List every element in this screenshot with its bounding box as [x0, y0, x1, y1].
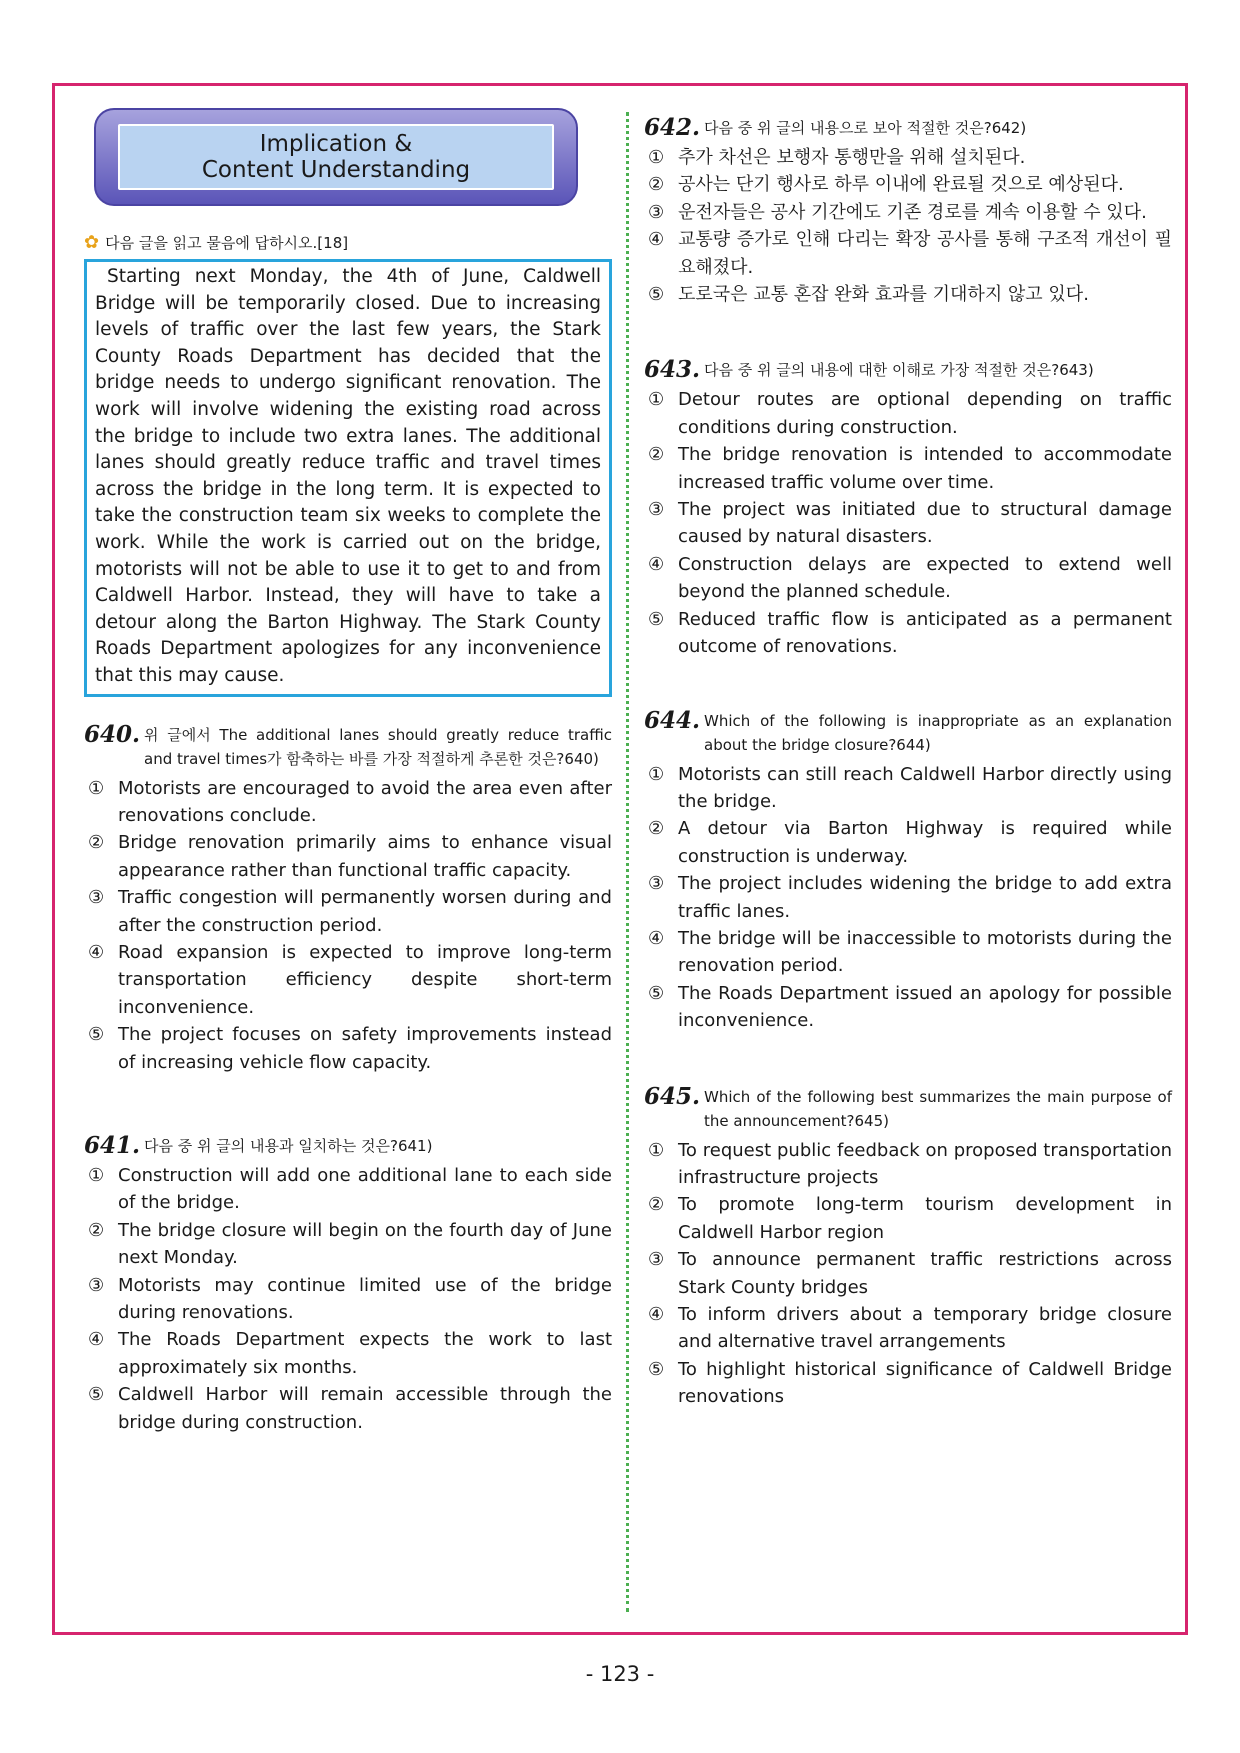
section-title-badge	[94, 108, 578, 206]
question-stem: 다음 중 위 글의 내용으로 보아 적절한 것은?642)	[704, 119, 1027, 137]
question-number: 640.	[84, 720, 141, 748]
option-1[interactable]: ① Construction will add one additional lane to each side of the bridge.	[88, 1164, 612, 1214]
option-4[interactable]: ④ To inform drivers about a temporary bridge closure and alternative travel arrangements	[648, 1304, 1172, 1353]
question-643	[644, 358, 1172, 660]
option-2[interactable]: ② Bridge renovation primarily aims to enhance visual appearance rather than functional traffic capacity.	[88, 832, 612, 881]
section-title-line2: Content Understanding	[201, 157, 471, 183]
reading-passage: Starting next Monday, the 4th of June, Caldwell Bridge will be temporarily closed. Due to increasing levels of traffic over the last few years, the Stark County Roads Department has decided that the bridge needs to undergo significant renovation. The work will involve widening the existing road across the bridge to include two extra lanes. The additional lanes should greatly reduce traffic and travel times across the bridge in the long term. It is expected to take the construction team six weeks to complete the work. While the work is carried out on the bridge, motorists will not be able to use it to get to and from Caldwell Harbor. Instead, they will have to take a detour along the Barton Highway. The Stark County Roads Department apologizes for any inconvenience that this may cause.	[84, 259, 612, 697]
option-5[interactable]: ⑤ The project focuses on safety improvements instead of increasing vehicle flow capacity.	[88, 1024, 612, 1073]
option-4[interactable]: ④ The bridge will be inaccessible to motorists during the renovation period.	[648, 927, 1172, 977]
section-title-line1: Implication &	[259, 131, 413, 157]
option-4[interactable]: ④ The Roads Department expects the work to last approximately six months.	[88, 1329, 612, 1378]
option-3[interactable]: ③ The project includes widening the bridge to add extra traffic lanes.	[648, 873, 1172, 922]
question-stem: 위 글에서 The additional lanes should greatly reduce traffic and travel times가 함축하는 바를 가장 적절하게 추론한 것은?640)	[144, 725, 612, 768]
option-4[interactable]: ④ 교통량 증가로 인해 다리는 확장 공사를 통해 구조적 개선이 필요해졌다.	[648, 229, 1172, 278]
question-640	[84, 720, 612, 1076]
page-number: - 123 -	[585, 1662, 655, 1686]
question-number: 641.	[84, 1131, 141, 1159]
option-2[interactable]: ② 공사는 단기 행사로 하루 이내에 완료될 것으로 예상된다.	[648, 174, 1124, 196]
option-2[interactable]: ② A detour via Barton Highway is required while construction is underway.	[648, 818, 1172, 867]
option-2[interactable]: ② The bridge renovation is intended to accommodate increased traffic volume over time.	[648, 444, 1172, 493]
option-2[interactable]: ② The bridge closure will begin on the fourth day of June next Monday.	[88, 1219, 612, 1269]
option-1[interactable]: ① To request public feedback on proposed transportation infrastructure projects	[648, 1139, 1172, 1188]
question-number: 642.	[644, 114, 701, 141]
left-column	[84, 108, 612, 1436]
flower-icon: ✿	[84, 232, 100, 253]
question-stem: 다음 중 위 글의 내용에 대한 이해로 가장 적절한 것은?643)	[704, 361, 1094, 380]
option-5[interactable]: ⑤ Caldwell Harbor will remain accessible through the bridge during construction.	[88, 1384, 612, 1433]
option-1[interactable]: ① Motorists are encouraged to avoid the area even after renovations conclude.	[88, 777, 612, 826]
option-3[interactable]: ③ Motorists may continue limited use of the bridge during renovations.	[88, 1274, 612, 1323]
option-1[interactable]: ① Detour routes are optional depending on traffic conditions during construction.	[648, 389, 1172, 438]
option-4[interactable]: ④ Construction delays are expected to extend well beyond the planned schedule.	[648, 553, 1172, 603]
option-5[interactable]: ⑤ The Roads Department issued an apology for possible inconvenience.	[648, 982, 1172, 1032]
option-3[interactable]: ③ To announce permanent traffic restrictions across Stark County bridges	[648, 1249, 1172, 1298]
question-number: 644.	[644, 706, 701, 734]
question-number: 643.	[644, 356, 701, 384]
question-645	[644, 1082, 1172, 1411]
question-stem: 다음 중 위 글의 내용과 일치하는 것은?641)	[144, 1136, 433, 1155]
option-1[interactable]: ① 추가 차선은 보행자 통행만을 위해 설치된다.	[648, 147, 1026, 168]
question-641	[84, 1131, 612, 1436]
option-5[interactable]: ⑤ 도로국은 교통 혼잡 완화 효과를 기대하지 않고 있다.	[648, 284, 1089, 306]
question-stem: Which of the following is inappropriate as an explanation about the bridge closure?644)	[704, 711, 1172, 754]
option-5[interactable]: ⑤ Reduced traffic flow is anticipated as a permanent outcome of renovations.	[648, 608, 1172, 658]
option-2[interactable]: ② To promote long-term tourism development in Caldwell Harbor region	[648, 1194, 1172, 1243]
instruction	[84, 232, 612, 253]
question-644	[644, 706, 1172, 1035]
right-column	[644, 116, 1172, 1411]
question-stem: Which of the following best summarizes the main purpose of the announcement?645)	[704, 1087, 1172, 1130]
option-3[interactable]: ③ Traffic congestion will permanently worsen during and after the construction period.	[88, 887, 612, 936]
option-1[interactable]: ① Motorists can still reach Caldwell Harbor directly using the bridge.	[648, 763, 1172, 812]
question-number: 645.	[644, 1082, 701, 1110]
option-3[interactable]: ③ The project was initiated due to structural damage caused by natural disasters.	[648, 499, 1172, 548]
option-4[interactable]: ④ Road expansion is expected to improve long-term transportation efficiency despite short-term inconvenience.	[88, 941, 612, 1018]
column-divider	[626, 112, 629, 1612]
instruction-text: 다음 글을 읽고 물음에 답하시오.[18]	[105, 234, 349, 252]
option-5[interactable]: ⑤ To highlight historical significance of Caldwell Bridge renovations	[648, 1358, 1172, 1408]
question-642	[644, 116, 1172, 308]
option-3[interactable]: ③ 운전자들은 공사 기간에도 기존 경로를 계속 이용할 수 있다.	[648, 201, 1147, 223]
